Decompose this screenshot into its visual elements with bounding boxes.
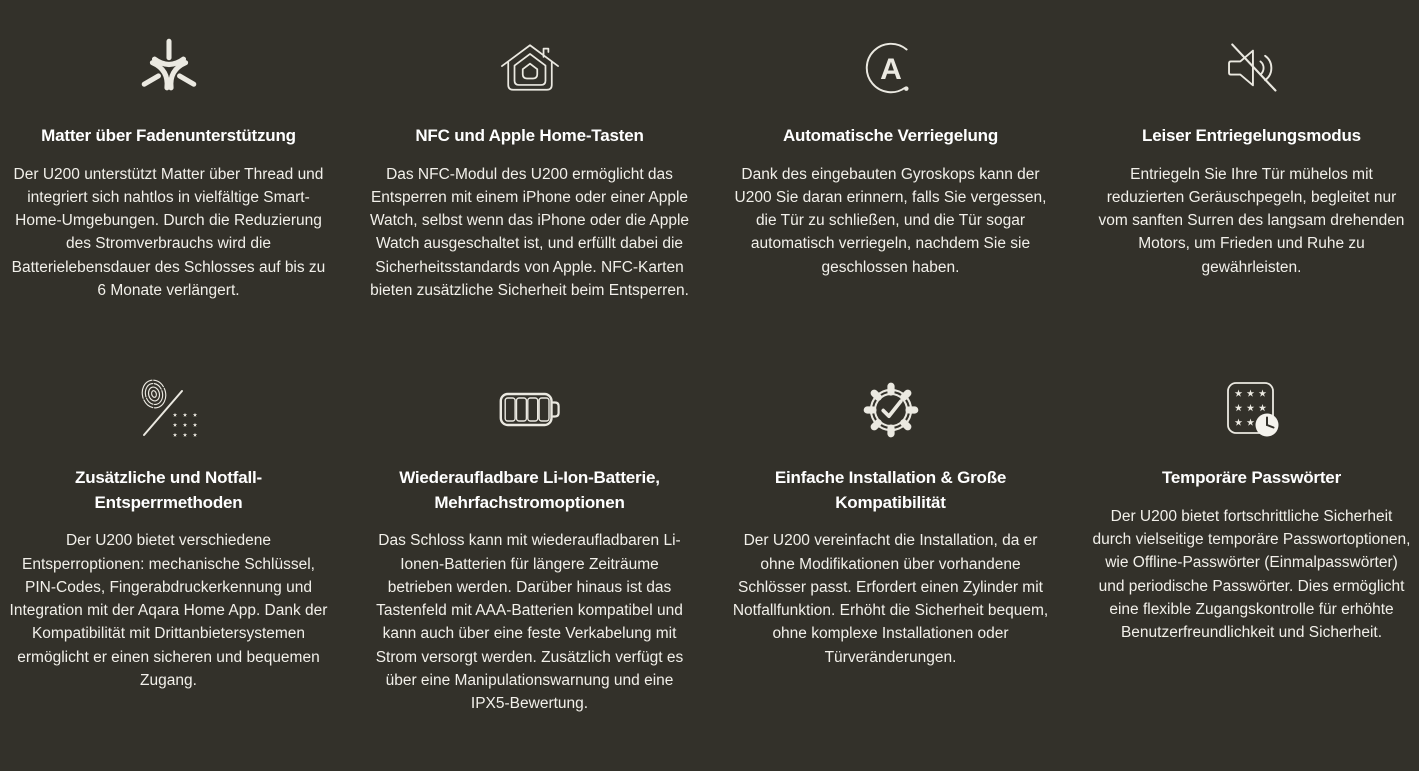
gear-check-icon xyxy=(710,376,1071,444)
feature-card-auto-lock xyxy=(710,34,1071,302)
feature-card-battery xyxy=(349,376,710,715)
feature-description: Der U200 bietet fortschrittliche Sicherheit durch vielseitige temporäre Passwortoptionen, wie Offline-Passwörter (Einmalpasswörter) und periodische Passwörter. Dies ermöglicht eine flexible Zugangskontrolle für erhöhte Benutzerfreundlichkeit und Sicherheit. xyxy=(1092,507,1411,642)
feature-description: Das Schloss kann mit wiederaufladbaren Li-Ionen-Batterien für längere Zeiträume betrieben werden. Darüber hinaus ist das Tastenfeld mit AAA-Batterien kompatibel und kann auch über eine feste Verkabelung mit Strom versorgt werden. Zusätzlich verfügt es über eine Manipulationswarnung und eine IPX5-Bewertung. xyxy=(375,532,684,713)
auto-lock-letter: A xyxy=(879,53,902,87)
matter-thread-icon xyxy=(0,34,349,102)
battery-icon xyxy=(349,376,710,444)
temporary-password-icon xyxy=(1071,376,1419,444)
feature-description: Der U200 bietet verschiedene Entsperroptionen: mechanische Schlüssel, PIN-Codes, Fingerabdruckerkennung und Integration mit der Aqara Home App. Dank der Kompatibilität mit Drittanbietersystemen ermöglicht er einen sicheren und bequemen Zugang. xyxy=(9,532,328,689)
apple-home-icon xyxy=(349,34,710,102)
feature-title: NFC und Apple Home-Tasten xyxy=(415,126,644,145)
feature-card-apple-home xyxy=(349,34,710,302)
feature-description: Dank des eingebauten Gyroskops kann der U200 Sie daran erinnern, falls Sie vergessen, die Tür zu schließen, und die Tür sogar automatisch verriegeln, nachdem Sie sie geschlossen haben. xyxy=(734,165,1047,276)
feature-title: Temporäre Passwörter xyxy=(1162,468,1341,488)
feature-title: Leiser Entriegelungsmodus xyxy=(1142,126,1361,145)
feature-description: Der U200 vereinfacht die Installation, da er ohne Modifikationen über vorhandene Schlösser passt. Erfordert einen Zylinder mit Notfallfunktion. Erhöht die Sicherheit bequem, ohne komplexe Installationen oder Türveränderungen. xyxy=(732,532,1049,666)
feature-description: Entriegeln Sie Ihre Tür mühelos mit reduzierten Geräuschpegeln, begleitet nur vom sanften Surren des langsam drehenden Motors, um Frieden und Ruhe zu gewährleisten. xyxy=(1098,165,1405,276)
feature-card-temp-passwords xyxy=(1071,376,1419,715)
feature-card-quiet-mode xyxy=(1071,34,1419,302)
fingerprint-keypad-icon xyxy=(0,376,349,444)
feature-title: Matter über Fadenunterstützung xyxy=(41,126,296,145)
feature-title: Wiederaufladbare Li-Ion-Batterie, Mehrfachstromoptionen xyxy=(399,468,660,512)
feature-description: Der U200 unterstützt Matter über Thread und integriert sich nahtlos in vielfältige Smart-Home-Umgebungen. Durch die Reduzierung des Stromverbrauchs wird die Batterielebensdauer des Schlosses auf bis zu 6 Monate verlängert. xyxy=(11,165,326,299)
feature-title: Einfache Installation & Große Kompatibilität xyxy=(774,468,1007,512)
feature-title: Automatische Verriegelung xyxy=(782,126,999,145)
feature-card-matter xyxy=(0,34,349,302)
feature-card-installation xyxy=(710,376,1071,715)
auto-lock-icon xyxy=(710,34,1071,102)
feature-card-unlock-methods xyxy=(0,376,349,715)
feature-description: Das NFC-Modul des U200 ermöglicht das Entsperren mit einem iPhone oder einer Apple Watch, selbst wenn das iPhone oder die Apple Watch ausgeschaltet ist, und erfüllt dabei die Sicherheitsstandards von Apple. NFC-Karten bieten zusätzliche Sicherheit beim Entsperren. xyxy=(369,165,690,299)
feature-title: Zusätzliche und Notfall-Entsperrmethoden xyxy=(75,468,262,512)
muted-speaker-icon xyxy=(1071,34,1419,102)
